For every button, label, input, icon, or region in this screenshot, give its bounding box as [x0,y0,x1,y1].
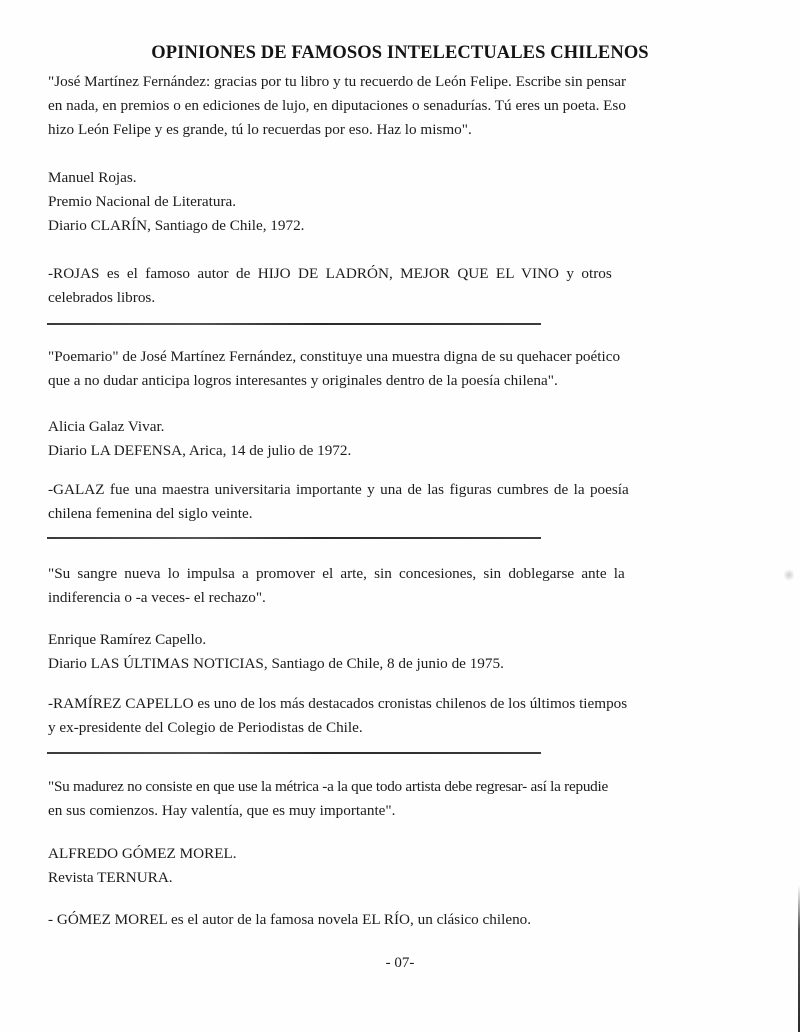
section-divider [47,537,541,539]
section-divider [47,752,541,754]
source-citation: Diario CLARÍN, Santiago de Chile, 1972. [48,217,305,234]
note-enrique-ramirez-capello [48,692,740,740]
attribution-alicia-galaz [48,415,740,463]
quote-line: que a no dudar anticipa logros interesantes y originales dentro de la poesía chilena". [48,372,558,389]
quote-alfredo-gomez-morel [48,775,740,823]
source-citation: Revista TERNURA. [48,869,173,886]
quote-alicia-galaz [48,345,740,393]
author-name: Alicia Galaz Vivar. [48,418,165,435]
quote-line: "Su sangre nueva lo impulsa a promover el arte, sin concesiones, sin doblegarse ante la [48,565,625,582]
note-line: -ROJAS es el famoso autor de HIJO DE LADRÓN, MEJOR QUE EL VINO y otros [48,265,612,282]
quote-line: en nada, en premios o en ediciones de lujo, en diputaciones o senadurías. Tú eres un poeta. Eso [48,97,626,114]
attribution-enrique-ramirez-capello [48,628,740,676]
note-line: -RAMÍREZ CAPELLO es uno de los más destacados cronistas chilenos de los últimos tiempos [48,695,628,712]
note-line: chilena femenina del siglo veinte. [48,505,253,522]
scan-smudge [784,568,794,582]
quote-enrique-ramirez-capello [48,562,740,610]
attribution-alfredo-gomez-morel [48,842,740,890]
author-credential: Premio Nacional de Literatura. [48,193,237,210]
author-name: Enrique Ramírez Capello. [48,631,207,648]
quote-line: "José Martínez Fernández: gracias por tu libro y tu recuerdo de León Felipe. Escribe sin pensar [48,73,627,90]
note-line: -GALAZ fue una maestra universitaria importante y una de las figuras cumbres de la poesía [48,481,629,498]
author-name: Manuel Rojas. [48,169,137,186]
source-citation: Diario LAS ÚLTIMAS NOTICIAS, Santiago de Chile, 8 de junio de 1975. [48,655,504,672]
quote-line: "Su madurez no consiste en que use la métrica -a la que todo artista debe regresar- así la repudie [48,778,608,795]
note-line: y ex-presidente del Colegio de Periodistas de Chile. [48,719,363,736]
source-citation: Diario LA DEFENSA, Arica, 14 de julio de 1972. [48,442,352,459]
note-line: celebrados libros. [48,289,156,306]
note-alfredo-gomez-morel [48,908,740,932]
quote-manuel-rojas [48,70,740,142]
quote-line: hizo León Felipe y es grande, tú lo recuerdas por eso. Haz lo mismo". [48,121,472,138]
note-alicia-galaz [48,478,740,526]
quote-line: en sus comienzos. Hay valentía, que es muy importante". [48,802,396,819]
quote-line: "Poemario" de José Martínez Fernández, constituye una muestra digna de su quehacer poético [48,348,621,365]
note-manuel-rojas [48,262,740,310]
page-number: - 07- [385,955,415,971]
quote-line: indiferencia o -a veces- el rechazo". [48,589,266,606]
author-name: ALFREDO GÓMEZ MOREL. [48,845,237,862]
note-line: - GÓMEZ MOREL es el autor de la famosa novela EL RÍO, un clásico chileno. [48,911,532,928]
section-divider [47,323,541,325]
page-title: OPINIONES DE FAMOSOS INTELECTUALES CHILENOS [151,43,649,63]
attribution-manuel-rojas [48,166,740,238]
